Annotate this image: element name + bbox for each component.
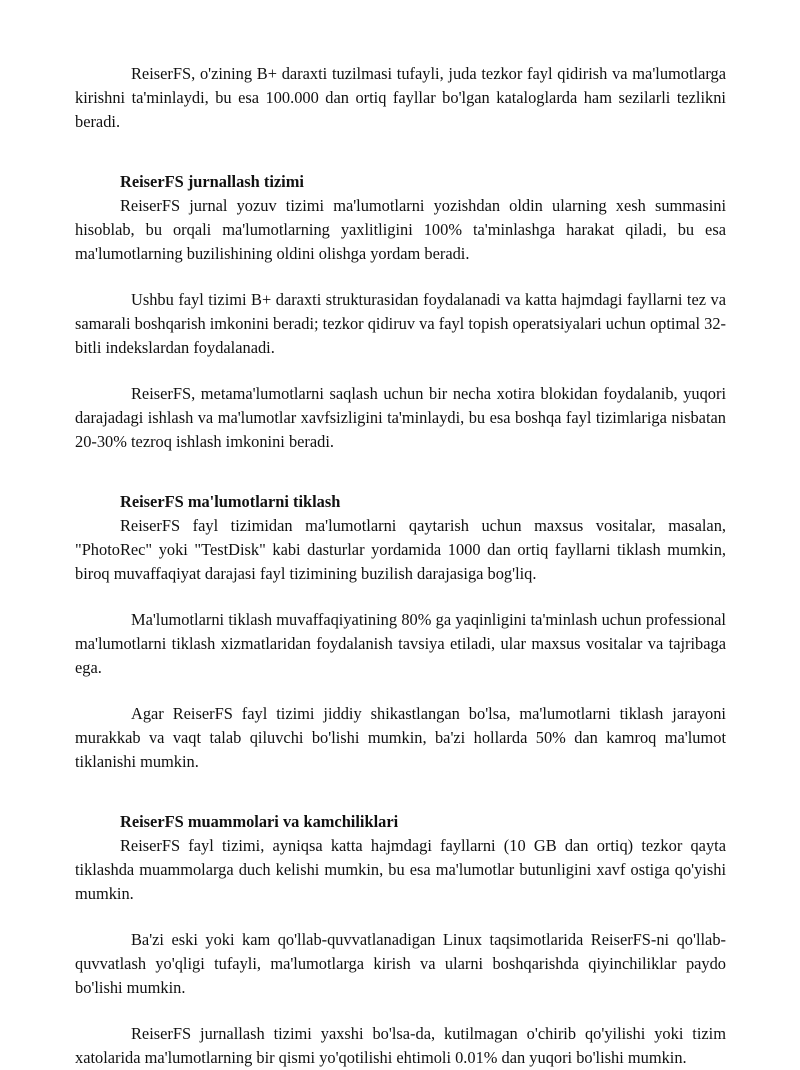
section-heading-journaling: ReiserFS jurnallash tizimi bbox=[120, 172, 304, 191]
document-page bbox=[75, 62, 726, 1070]
section-paragraph: Ma'lumotlarni tiklash muvaffaqiyatining 80% ga yaqinligini ta'minlash uchun professional ma'lumotlarni tiklash xizmatlaridan foydalanish tavsiya etiladi, ular maxsus vositalar va tajribaga ega. bbox=[75, 610, 726, 677]
section-paragraph: ReiserFS jurnal yozuv tizimi ma'lumotlarni yozishdan oldin ularning xesh summasini hisoblab, bu orqali ma'lumotlarning yaxlitligini 100% ta'minlashga harakat qiladi, bu esa ma'lumotlarning buzilishining oldini olishga yordam beradi. bbox=[75, 196, 726, 263]
section-paragraph: Ba'zi eski yoki kam qo'llab-quvvatlanadigan Linux taqsimotlarida ReiserFS-ni qo'llab-quvvatlash yo'qligi tufayli, ma'lumotlarga kirish va ularni boshqarishda qiyinchiliklar paydo bo'lishi mumkin. bbox=[75, 930, 726, 997]
section-paragraph: Ushbu fayl tizimi B+ daraxti strukturasidan foydalanadi va katta hajmdagi fayllarni tez va samarali boshqarish imkonini beradi; tezkor qidiruv va fayl topish operatsiyalari uchun optimal 32-bitli indekslardan foydalanadi. bbox=[75, 290, 726, 357]
section-heading-problems: ReiserFS muammolari va kamchiliklari bbox=[120, 812, 399, 831]
section-paragraph: ReiserFS jurnallash tizimi yaxshi bo'lsa-da, kutilmagan o'chirib qo'yilishi yoki tizim xatolarida ma'lumotlarning bir qismi yo'qotilishi ehtimoli 0.01% dan yuqori bo'lishi mumkin. bbox=[75, 1024, 726, 1067]
section-paragraph: Agar ReiserFS fayl tizimi jiddiy shikastlangan bo'lsa, ma'lumotlarni tiklash jarayoni murakkab va vaqt talab qiluvchi bo'lishi mumkin, ba'zi hollarda 50% dan kamroq ma'lumot tiklanishi mumkin. bbox=[75, 704, 726, 771]
section-spacer bbox=[75, 476, 726, 490]
section-paragraph: ReiserFS, metama'lumotlarni saqlash uchun bir necha xotira blokidan foydalanib, yuqori darajadagi ishlash va ma'lumotlar xavfsizligini ta'minlaydi, bu esa boshqa fayl tizimlariga nisbatan 20-30% tezroq ishlash imkonini beradi. bbox=[75, 384, 726, 451]
section-paragraph: ReiserFS fayl tizimi, ayniqsa katta hajmdagi fayllarni (10 GB dan ortiq) tezkor qayta tiklashda muammolarga duch kelishi mumkin, bu esa ma'lumotlar butunligini xavf ostiga qo'yishi mumkin. bbox=[75, 836, 726, 903]
section-heading-recovery: ReiserFS ma'lumotlarni tiklash bbox=[120, 492, 341, 511]
section-paragraph: ReiserFS fayl tizimidan ma'lumotlarni qaytarish uchun maxsus vositalar, masalan, "PhotoRec" yoki "TestDisk" kabi dasturlar yordamida 1000 dan ortiq fayllarni tiklash mumkin, biroq muvaffaqiyat darajasi fayl tizimining buzilish darajasiga bog'liq. bbox=[75, 516, 726, 583]
section-spacer bbox=[75, 796, 726, 810]
section-spacer bbox=[75, 156, 726, 170]
intro-paragraph: ReiserFS, o'zining B+ daraxti tuzilmasi tufayli, juda tezkor fayl qidirish va ma'lumotlarga kirishni ta'minlaydi, bu esa 100.000 dan ortiq fayllar bo'lgan kataloglarda ham sezilarli tezlikni beradi. bbox=[75, 64, 726, 131]
